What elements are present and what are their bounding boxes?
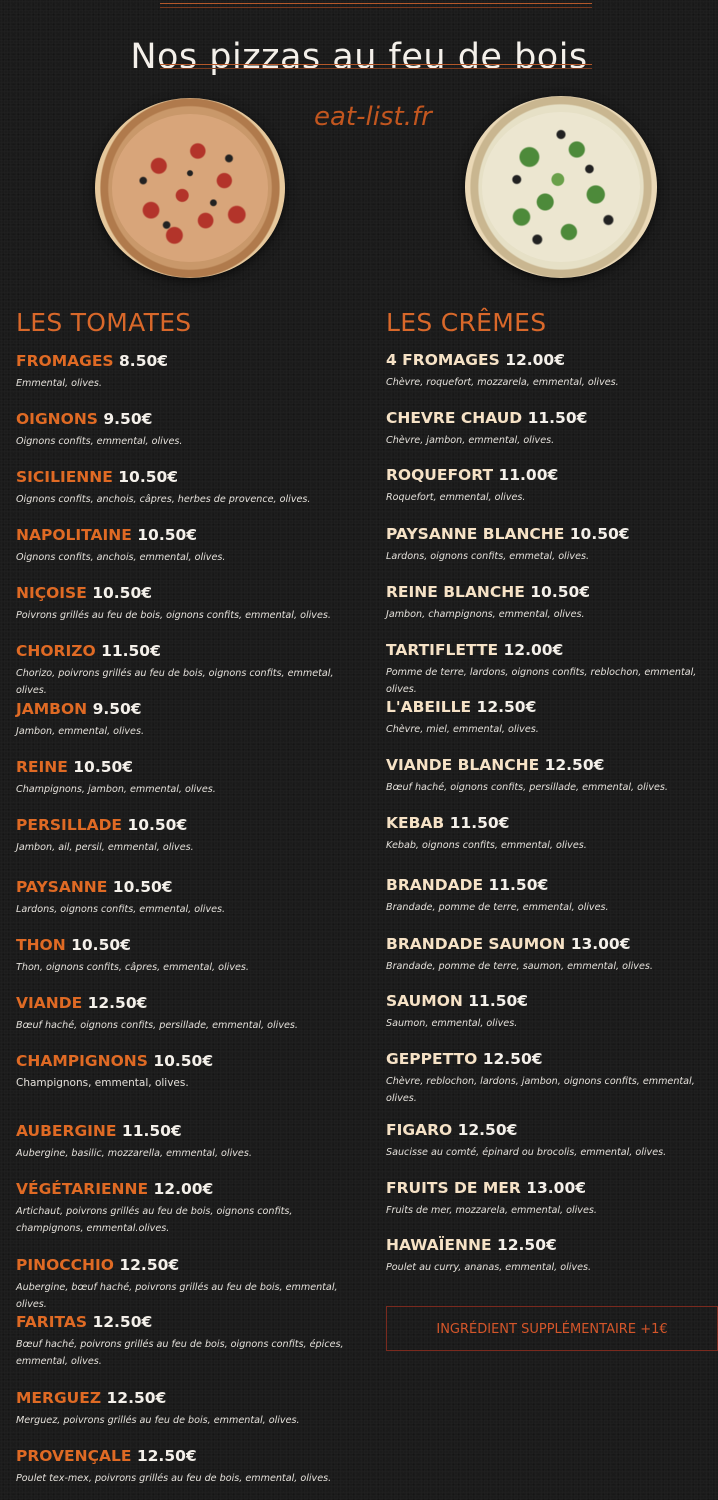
menu-item-price: 12.50€	[92, 1313, 153, 1331]
menu-item-head	[386, 755, 718, 775]
menu-item-name: PINOCCHIO	[16, 1256, 114, 1274]
menu-item	[16, 1179, 356, 1237]
menu-item	[386, 1120, 718, 1161]
menu-item-description: Bœuf haché, oignons confits, persillade, emmental, olives.	[386, 782, 668, 793]
menu-item-name: L'ABEILLE	[386, 698, 472, 716]
menu-item	[386, 524, 718, 565]
menu-item-price: 12.50€	[136, 1447, 197, 1465]
menu-item-description: Jambon, champignons, emmental, olives.	[386, 609, 585, 620]
menu-item	[386, 813, 718, 854]
menu-item	[16, 935, 356, 976]
menu-item-description: Jambon, ail, persil, emmental, olives.	[16, 842, 194, 853]
page-title: Nos pizzas au feu de bois	[130, 37, 588, 78]
menu-item-name: BRANDADE SAUMON	[386, 935, 566, 953]
menu-item-head	[16, 409, 356, 429]
menu-item	[16, 351, 356, 392]
menu-item-price: 11.50€	[101, 642, 161, 660]
extra-ingredient-box: INGRÉDIENT SUPPLÉMENTAIRE +1€	[386, 1306, 718, 1351]
menu-item	[386, 408, 718, 449]
section-cremes	[386, 305, 718, 1273]
menu-item	[16, 641, 356, 699]
menu-item-name: FARITAS	[16, 1313, 88, 1331]
menu-item-description: Brandade, pomme de terre, emmental, olives.	[386, 902, 609, 913]
menu-item-price: 12.50€	[457, 1121, 518, 1139]
menu-item-description: Chèvre, jambon, emmental, olives.	[386, 435, 555, 446]
menu-item-description: Lardons, oignons confits, emmetal, olives.	[386, 551, 590, 562]
menu-item-head	[16, 1121, 356, 1141]
menu-item-head	[16, 1051, 356, 1071]
menu-item-name: REINE BLANCHE	[386, 583, 525, 601]
menu-item	[16, 993, 356, 1034]
menu-item-description: Brandade, pomme de terre, saumon, emmental, olives.	[386, 961, 653, 972]
menu-item	[16, 877, 356, 918]
menu-item-name: OIGNONS	[16, 410, 98, 428]
menu-item	[386, 875, 718, 916]
menu-item-head	[16, 1255, 356, 1275]
menu-item-name: NAPOLITAINE	[16, 526, 132, 544]
menu-item-head	[386, 1049, 718, 1069]
pizza-tomate-image	[95, 98, 285, 278]
menu-item-description: Artichaut, poivrons grillés au feu de bois, oignons confits, champignons, emmental.olives.	[16, 1206, 293, 1234]
menu-item	[386, 755, 718, 796]
menu-item-name: PAYSANNE BLANCHE	[386, 525, 565, 543]
menu-item-price: 13.00€	[526, 1179, 587, 1197]
menu-item-description: Oignons confits, anchois, câpres, herbes de provence, olives.	[16, 494, 311, 505]
menu-item-price: 10.50€	[71, 936, 131, 954]
menu-item-head	[16, 1312, 356, 1332]
menu-item-name: CHORIZO	[16, 642, 96, 660]
menu-item	[16, 1312, 356, 1370]
menu-item-head	[386, 875, 718, 895]
menu-item-price: 12.50€	[87, 994, 148, 1012]
menu-item-name: 4 FROMAGES	[386, 351, 500, 369]
menu-item	[16, 757, 356, 798]
menu-item	[16, 467, 356, 508]
menu-item-name: AUBERGINE	[16, 1122, 117, 1140]
menu-item-price: 10.50€	[137, 526, 198, 544]
menu-item-head	[386, 697, 718, 717]
menu-item-name: VIANDE	[16, 994, 83, 1012]
menu-item	[386, 934, 718, 975]
menu-item	[386, 991, 718, 1032]
menu-item-description: Aubergine, bœuf haché, poivrons grillés au feu de bois, emmental, olives.	[16, 1282, 338, 1310]
header-top-divider	[160, 3, 592, 4]
menu-item-head	[386, 524, 718, 544]
menu-item-name: THON	[16, 936, 66, 954]
menu-item-description: Lardons, oignons confits, emmental, olives.	[16, 904, 226, 915]
menu-item-head	[386, 582, 718, 602]
menu-item	[16, 1051, 356, 1092]
menu-item-name: MERGUEZ	[16, 1389, 102, 1407]
menu-item-name: SAUMON	[386, 992, 463, 1010]
menu-item-price: 12.50€	[482, 1050, 543, 1068]
menu-item-description: Saucisse au comté, épinard ou brocolis, emmental, olives.	[386, 1147, 667, 1158]
menu-item	[16, 1255, 356, 1313]
menu-item	[16, 699, 356, 740]
menu-item-description: Oignons confits, anchois, emmental, olives.	[16, 552, 226, 563]
menu-item-description: Chèvre, roquefort, mozzarela, emmental, olives.	[386, 377, 619, 388]
menu-item-price: 12.00€	[505, 351, 566, 369]
menu-item-description: Fruits de mer, mozzarela, emmental, olives.	[386, 1205, 597, 1216]
menu-item-description: Chèvre, miel, emmental, olives.	[386, 724, 539, 735]
menu-item-description: Aubergine, basilic, mozzarella, emmental, olives.	[16, 1148, 252, 1159]
menu-item-head	[386, 991, 718, 1011]
menu-item-description: Kebab, oignons confits, emmental, olives.	[386, 840, 587, 851]
menu-item-head	[16, 467, 356, 487]
menu-item-price: 10.50€	[569, 525, 630, 543]
menu-item-head	[16, 1388, 356, 1408]
menu-item-price: 10.50€	[127, 816, 188, 834]
menu-item-head	[16, 1446, 356, 1466]
menu-item	[386, 1049, 718, 1107]
menu-item-price: 10.50€	[530, 583, 591, 601]
menu-item	[386, 1235, 718, 1276]
header-bottom-divider-thin	[160, 68, 592, 69]
menu-item-head	[16, 699, 356, 719]
menu-item-name: CHAMPIGNONS	[16, 1052, 148, 1070]
menu-item-price: 10.50€	[73, 758, 134, 776]
menu-item-description: Oignons confits, emmental, olives.	[16, 436, 183, 447]
menu-item-name: VIANDE BLANCHE	[386, 756, 540, 774]
menu-item-price: 12.50€	[106, 1389, 167, 1407]
section-tomates	[16, 305, 361, 1484]
menu-item-head	[16, 641, 356, 661]
menu-item-price: 13.00€	[570, 935, 631, 953]
menu-item	[16, 525, 356, 566]
menu-item-head	[16, 351, 356, 371]
menu-item-head	[386, 1235, 718, 1255]
menu-item	[16, 409, 356, 450]
menu-item-head	[386, 408, 718, 428]
menu-item	[386, 350, 718, 391]
menu-item-description: Bœuf haché, oignons confits, persillade, emmental, olives.	[16, 1020, 298, 1031]
menu-item-name: SICILIENNE	[16, 468, 113, 486]
menu-item-name: VÉGÉTARIENNE	[16, 1180, 149, 1198]
menu-item-price: 11.00€	[498, 466, 559, 484]
menu-item-price: 12.50€	[496, 1236, 557, 1254]
menu-item-description: Champignons, jambon, emmental, olives.	[16, 784, 216, 795]
menu-item-name: KEBAB	[386, 814, 445, 832]
pizza-creme-image	[465, 96, 657, 278]
menu-item-name: PROVENÇALE	[16, 1447, 132, 1465]
menu-item-head	[16, 993, 356, 1013]
menu-item-description: Chèvre, reblochon, lardons, jambon, oignons confits, emmental, olives.	[386, 1076, 695, 1104]
menu-item-head	[16, 525, 356, 545]
menu-item	[386, 697, 718, 738]
menu-item	[386, 1178, 718, 1219]
menu-item-head	[16, 1179, 356, 1199]
menu-item	[386, 582, 718, 623]
menu-item-description: Saumon, emmental, olives.	[386, 1018, 518, 1029]
menu-item-head	[16, 935, 356, 955]
menu-item-head	[386, 1120, 718, 1140]
menu-item-price: 11.50€	[488, 876, 549, 894]
menu-item-price: 9.50€	[103, 410, 153, 428]
menu-item-name: FRUITS DE MER	[386, 1179, 521, 1197]
menu-item-name: PAYSANNE	[16, 878, 108, 896]
menu-item	[16, 1388, 356, 1429]
menu-item-head	[386, 934, 718, 954]
menu-item-description: Emmental, olives.	[16, 378, 102, 389]
menu-item-name: TARTIFLETTE	[386, 641, 499, 659]
section-title-cremes: LES CRÊMES	[386, 308, 547, 337]
brand-watermark: eat-list.fr	[314, 102, 432, 132]
menu-item-price: 10.50€	[112, 878, 173, 896]
menu-item-description: Poulet tex-mex, poivrons grillés au feu de bois, emmental, olives.	[16, 1473, 332, 1484]
menu-item	[16, 815, 356, 856]
header-top-divider-thin	[160, 7, 592, 8]
menu-item-description: Jambon, emmental, olives.	[16, 726, 145, 737]
menu-item-head	[386, 350, 718, 370]
menu-item-name: GEPPETTO	[386, 1050, 478, 1068]
menu-item-price: 10.50€	[92, 584, 153, 602]
menu-item-price: 11.50€	[468, 992, 529, 1010]
menu-item-description: Bœuf haché, poivrons grillés au feu de bois, oignons confits, épices, emmental, olives.	[16, 1339, 344, 1367]
menu-item-price: 12.00€	[153, 1180, 214, 1198]
menu-item-price: 11.50€	[527, 409, 588, 427]
menu-item-head	[386, 465, 718, 485]
menu-item-name: FIGARO	[386, 1121, 453, 1139]
menu-item-head	[16, 757, 356, 777]
menu-item-name: CHEVRE CHAUD	[386, 409, 523, 427]
menu-item-description: Poulet au curry, ananas, emmental, olives.	[386, 1262, 592, 1273]
menu-item-description: Thon, oignons confits, câpres, emmental, olives.	[16, 962, 249, 973]
header-bottom-divider	[160, 64, 592, 65]
menu-item	[386, 465, 718, 506]
menu-item-price: 9.50€	[92, 700, 142, 718]
menu-item-price: 10.50€	[118, 468, 179, 486]
menu-item-name: REINE	[16, 758, 68, 776]
menu-item-price: 12.50€	[476, 698, 537, 716]
menu-item	[16, 583, 356, 624]
menu-item-price: 11.50€	[449, 814, 510, 832]
menu-item-price: 10.50€	[153, 1052, 214, 1070]
menu-item-name: NIÇOISE	[16, 584, 87, 602]
menu-item-name: BRANDADE	[386, 876, 484, 894]
menu-item	[16, 1446, 356, 1487]
section-title-tomates: LES TOMATES	[16, 308, 192, 337]
menu-item-description: Roquefort, emmental, olives.	[386, 492, 526, 503]
menu-item-name: PERSILLADE	[16, 816, 123, 834]
menu-item-description: Poivrons grillés au feu de bois, oignons confits, emmental, olives.	[16, 610, 331, 621]
menu-item-head	[16, 877, 356, 897]
menu-item-description: Champignons, emmental, olives.	[16, 1077, 189, 1089]
menu-item-price: 11.50€	[121, 1122, 182, 1140]
menu-item-price: 12.50€	[544, 756, 605, 774]
menu-item-price: 8.50€	[119, 352, 169, 370]
menu-item-head	[386, 1178, 718, 1198]
menu-item-name: ROQUEFORT	[386, 466, 494, 484]
menu-item-price: 12.50€	[119, 1256, 180, 1274]
menu-item-name: HAWAÏENNE	[386, 1236, 492, 1254]
menu-item-price: 12.00€	[503, 641, 564, 659]
menu-item-head	[16, 583, 356, 603]
menu-item-head	[16, 815, 356, 835]
menu-item	[16, 1121, 356, 1162]
menu-item-head	[386, 640, 718, 660]
menu-item-description: Merguez, poivrons grillés au feu de bois, emmental, olives.	[16, 1415, 300, 1426]
menu-item-description: Chorizo, poivrons grillés au feu de bois, oignons confits, emmetal, olives.	[16, 668, 334, 696]
menu-item-name: JAMBON	[16, 700, 88, 718]
menu-item-name: FROMAGES	[16, 352, 114, 370]
menu-item-head	[386, 813, 718, 833]
menu-item	[386, 640, 718, 698]
menu-item-description: Pomme de terre, lardons, oignons confits, reblochon, emmental, olives.	[386, 667, 697, 695]
